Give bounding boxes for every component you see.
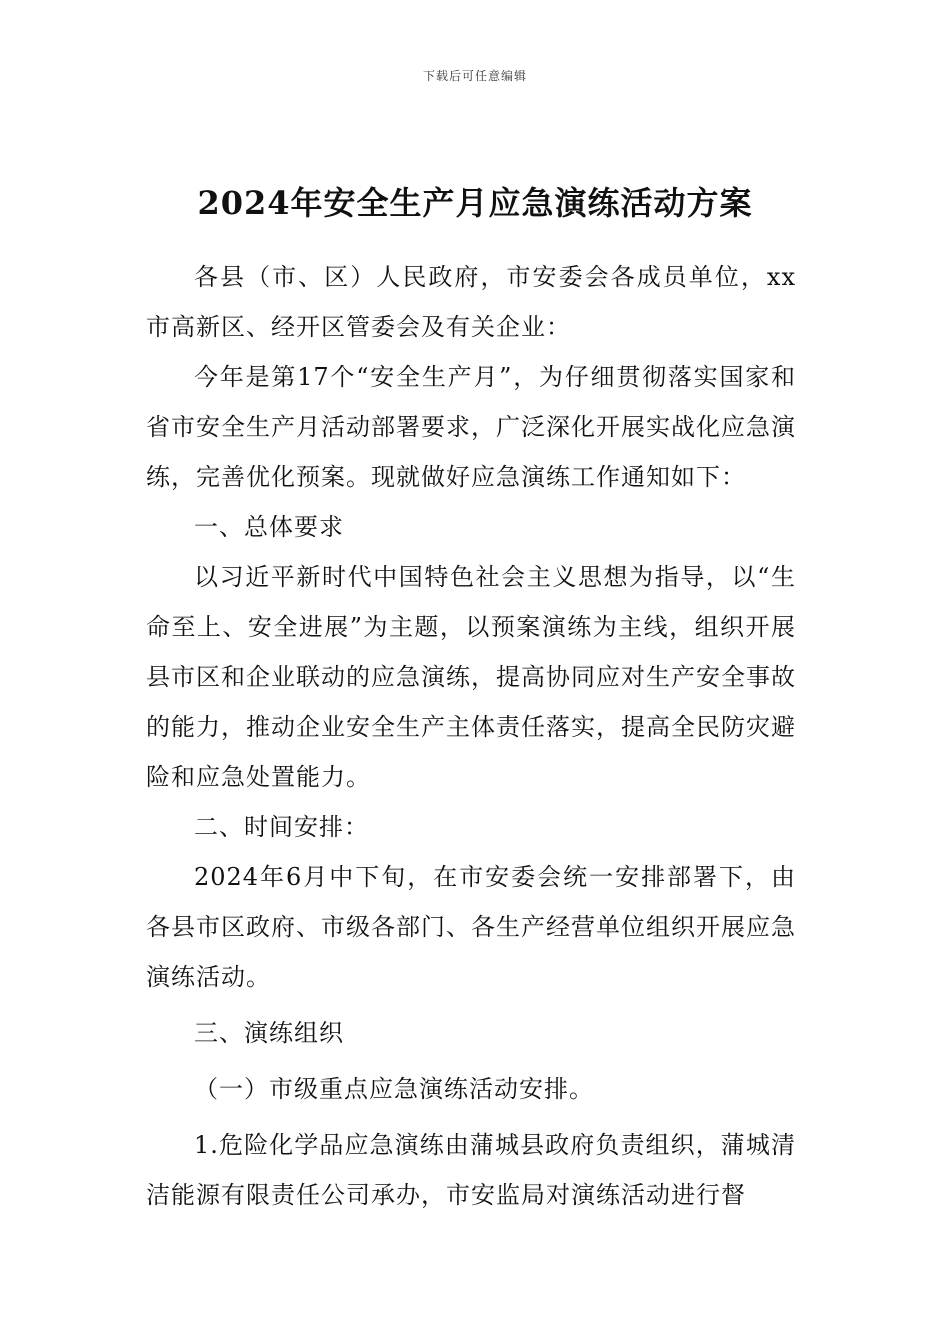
header-note: 下载后可任意编辑: [422, 69, 527, 83]
paragraph-schedule: 2024年6月中下旬，在市安委会统一安排部署下，由各县市区政府、市级各部门、各生产经营单位组织开展应急演练活动。: [146, 863, 796, 991]
paragraph-general-requirements: 以习近平新时代中国特色社会主义思想为指导，以“生命至上、安全进展”为主题，以预案演练为主线，组织开展县市区和企业联动的应急演练，提高协同应对生产安全事故的能力，推动企业安全生产主体责任落实，提高全民防灾避险和应急处置能力。: [146, 563, 796, 791]
section-heading-general-requirements: 一、总体要求: [194, 513, 344, 541]
document-body: [146, 252, 796, 1220]
section-heading-schedule: 二、时间安排：: [194, 813, 369, 841]
document-title: 2024年安全生产月应急演练活动方案: [197, 184, 753, 222]
paragraph-intro: 今年是第17个“安全生产月”，为仔细贯彻落实国家和省市安全生产月活动部署要求，广泛深化开展实战化应急演练，完善优化预案。现就做好应急演练工作通知如下：: [146, 363, 796, 491]
subsection-heading-key-drills: （一）市级重点应急演练活动安排。: [194, 1075, 594, 1103]
paragraph-addressee: 各县（市、区）人民政府，市安委会各成员单位，xx市高新区、经开区管委会及有关企业：: [146, 263, 796, 341]
section-heading-organization: 三、演练组织: [194, 1019, 344, 1047]
paragraph-hazardous-chemicals-drill: 1.危险化学品应急演练由蒲城县政府负责组织，蒲城清洁能源有限责任公司承办，市安监局对演练活动进行督: [146, 1131, 796, 1209]
